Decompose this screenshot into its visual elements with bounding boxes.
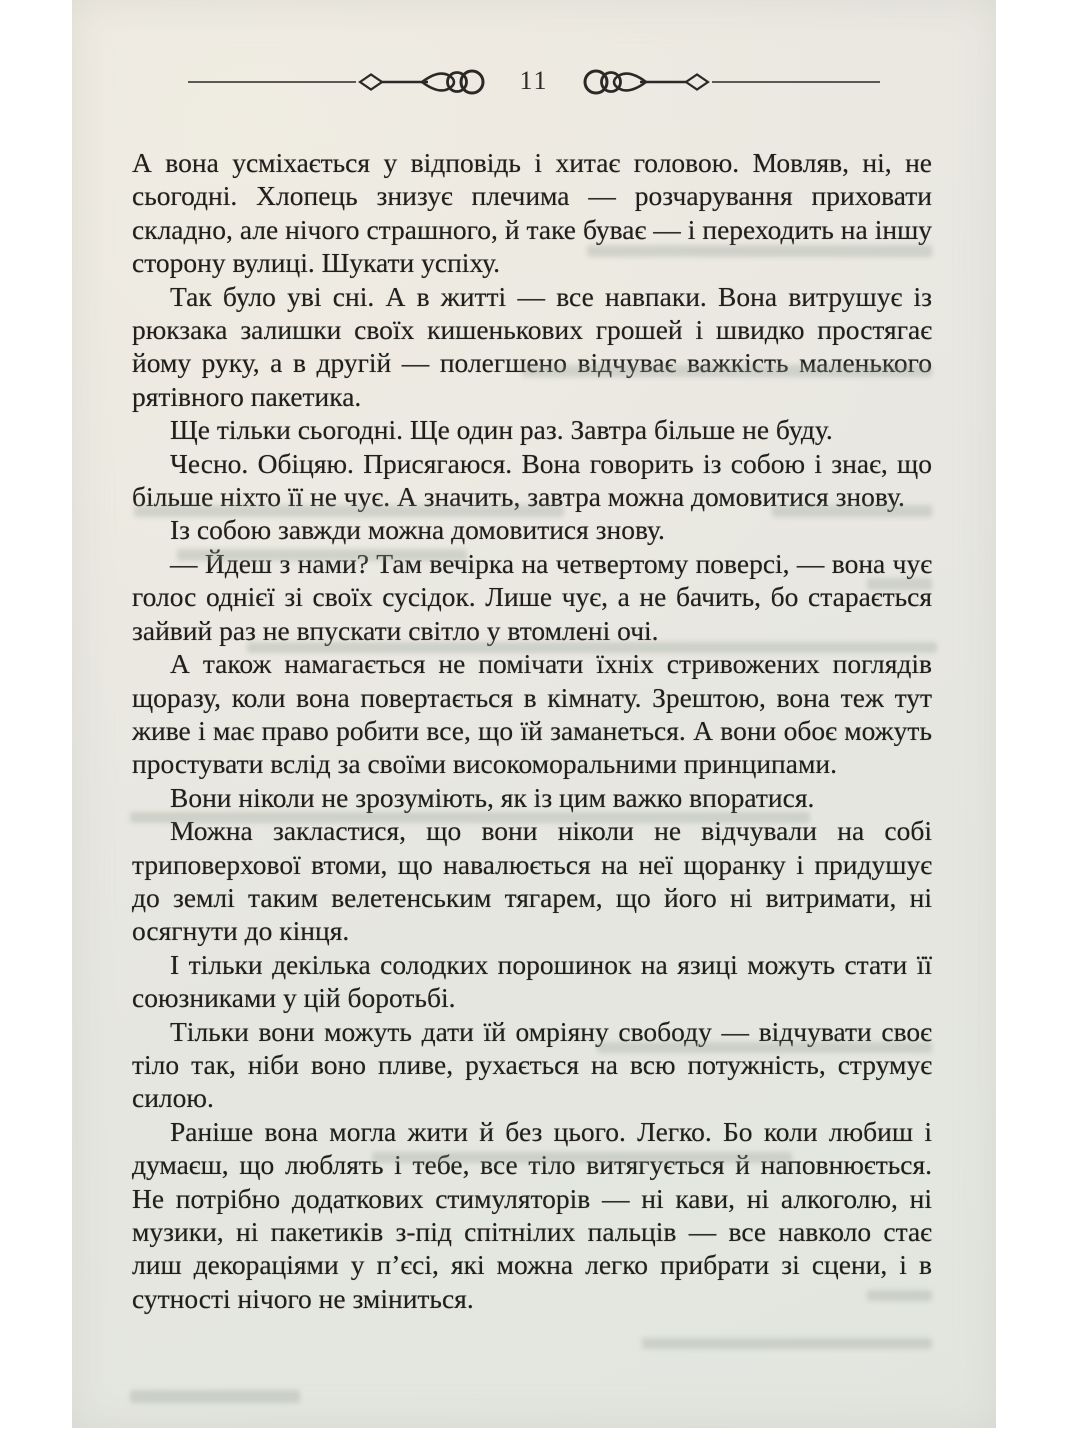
- paragraph: А також намагається не помічати їхніх стривожених поглядів щоразу, коли вона повертається в кімнату. Зрештою, вона теж тут живе і має право робити все, що їй заманеться. А вони обоє можуть простувати вслід за своїми високоморальними принципами.: [132, 648, 932, 780]
- paragraph: І тільки декілька солодких порошинок на язиці можуть стати її союзниками у цій боротьбі.: [132, 948, 932, 1014]
- paragraph: Тільки вони можуть дати їй омріяну свободу — відчувати своє тіло так, ніби воно пливе, рухається на всю потужність, струмує силою.: [132, 1015, 932, 1114]
- paragraph: А вона усміхається у відповідь і хитає головою. Мовляв, ні, не сьогодні. Хлопець знизує плечима — розчарування приховати складно, але нічого страшного, й таке буває — і переходить на іншу сторону вулиці. Шукати успіху.: [132, 147, 932, 279]
- running-head: [72, 62, 996, 102]
- paragraph: Раніше вона могла жити й без цього. Легко. Бо коли любиш і думаєш, що люблять і тебе, все тіло витягується й наповнюється. Не потрібно додаткових стимуляторів — ні кави, ні алкоголю, ні музики, ні пакетиків з-під спітнілих пальців — все навколо стає лиш декораціями у п’єсі, які можна легко прибрати зі сцени, і в сутності нічого не зміниться.: [132, 1115, 932, 1314]
- body-text: [132, 146, 932, 1315]
- bleed-through-smudge: [642, 1338, 932, 1349]
- page-number: 11: [519, 66, 549, 95]
- paragraph: Вони ніколи не зрозуміють, як із цим важко впоратися.: [170, 781, 815, 813]
- book-page: [72, 0, 996, 1428]
- paragraph: Ще тільки сьогодні. Ще один раз. Завтра більше не буду.: [170, 414, 833, 446]
- paragraph: Можна закластися, що вони ніколи не відчували на собі триповерхової втоми, що навалюється на неї щоранку і придушує до землі таким велетенським тягарем, що його ні витримати, ні осягнути до кінця.: [132, 815, 932, 947]
- bleed-through-smudge: [130, 1390, 300, 1403]
- diamond-and-rings-rule-icon: [582, 62, 882, 102]
- paragraph: — Йдеш з нами? Там вечірка на четвертому поверсі, — вона чує голос однієї зі своїх сусідок. Лише чує, а не бачить, бо старається зайвий раз не впускати світло у втомлені очі.: [132, 547, 932, 646]
- diamond-and-rings-rule-icon: [186, 62, 486, 102]
- paragraph: Чесно. Обіцяю. Присягаюся. Вона говорить із собою і знає, що більше ніхто її не чує. А значить, завтра можна домовитися знову.: [132, 447, 932, 513]
- paragraph: Із собою завжди можна домовитися знову.: [170, 514, 665, 546]
- paragraph: Так було уві сні. А в житті — все навпаки. Вона витрушує із рюкзака залишки своїх кишенькових грошей і швидко простягає йому руку, а в другій — полегшено відчуває важкість маленького рятівного пакетика.: [132, 280, 932, 412]
